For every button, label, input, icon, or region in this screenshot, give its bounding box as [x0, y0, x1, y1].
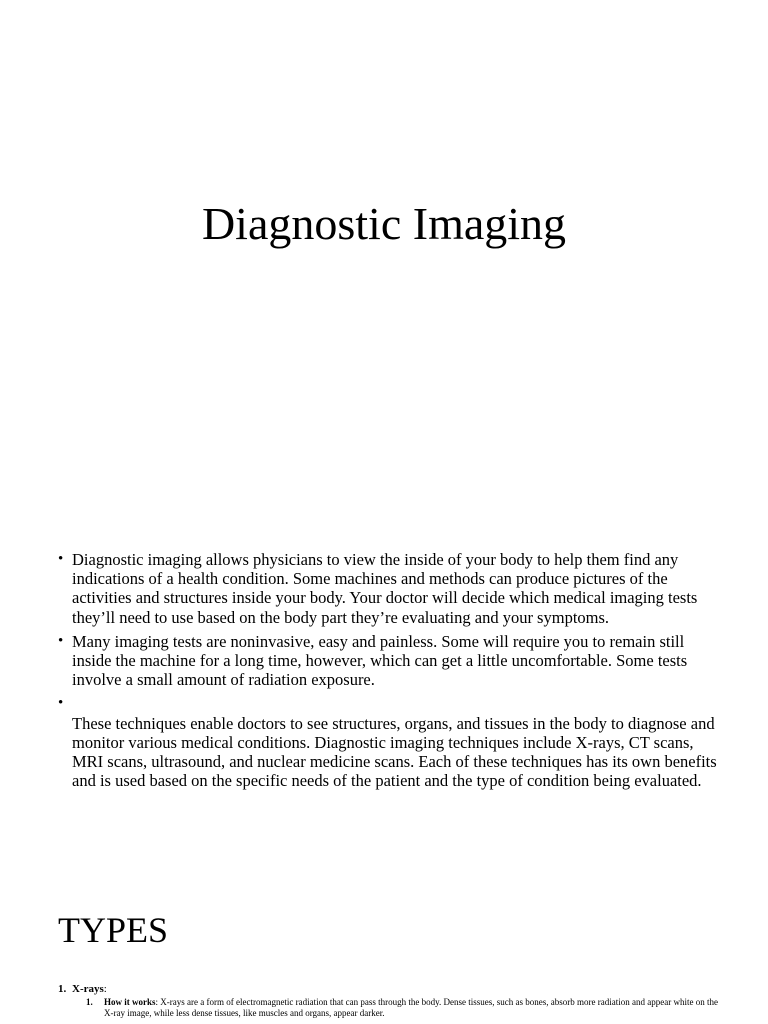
types-list	[58, 983, 718, 1018]
bullet-item	[58, 550, 718, 627]
types-heading: TYPES	[58, 910, 169, 950]
type-sub-list	[58, 997, 718, 1018]
sub-item-text: : X-rays are a form of electromagnetic radiation that can pass through the body. Dense tissues, such as bones, absorb more radiation and appear white on the X-ray image, while less dense tissues, like muscles and organs, appear darker.	[104, 997, 718, 1018]
page-title: Diagnostic Imaging	[201, 197, 567, 249]
bullet-item	[58, 694, 718, 790]
bullet-marker: •	[58, 695, 64, 712]
bullet-text: These techniques enable doctors to see structures, organs, and tissues in the body to diagnose and monitor various medical conditions. Diagnostic imaging techniques include X-rays, CT scans, MRI scans, ultrasound, and nuclear medicine scans. Each of these techniques has its own benefits and is used based on the specific needs of the patient and the type of condition being evaluated.	[72, 713, 717, 791]
bullet-text: Many imaging tests are noninvasive, easy and painless. Some will require you to remain still inside the machine for a long time, however, which can get a little uncomfortable. Some tests involve a small amount of radiation exposure.	[72, 631, 688, 690]
sub-item	[86, 997, 718, 1018]
sub-item-label: How it works	[104, 997, 156, 1007]
bullet-marker: •	[58, 551, 64, 567]
type-item	[58, 983, 718, 996]
type-number: 1.	[58, 983, 67, 995]
bullet-text: Diagnostic imaging allows physicians to view the inside of your body to help them find any indications of a health condition. Some machines and methods can produce pictures of the activities and structures inside your body. Your doctor will decide which medical imaging tests they’ll need to use based on the body part they’re evaluating and your symptoms.	[72, 550, 698, 627]
type-name: X-rays	[72, 983, 104, 995]
intro-bullet-list	[58, 550, 718, 795]
type-suffix: :	[103, 983, 107, 995]
sub-item-number: 1.	[86, 997, 93, 1007]
bullet-item	[58, 632, 718, 690]
bullet-marker: •	[58, 632, 64, 649]
